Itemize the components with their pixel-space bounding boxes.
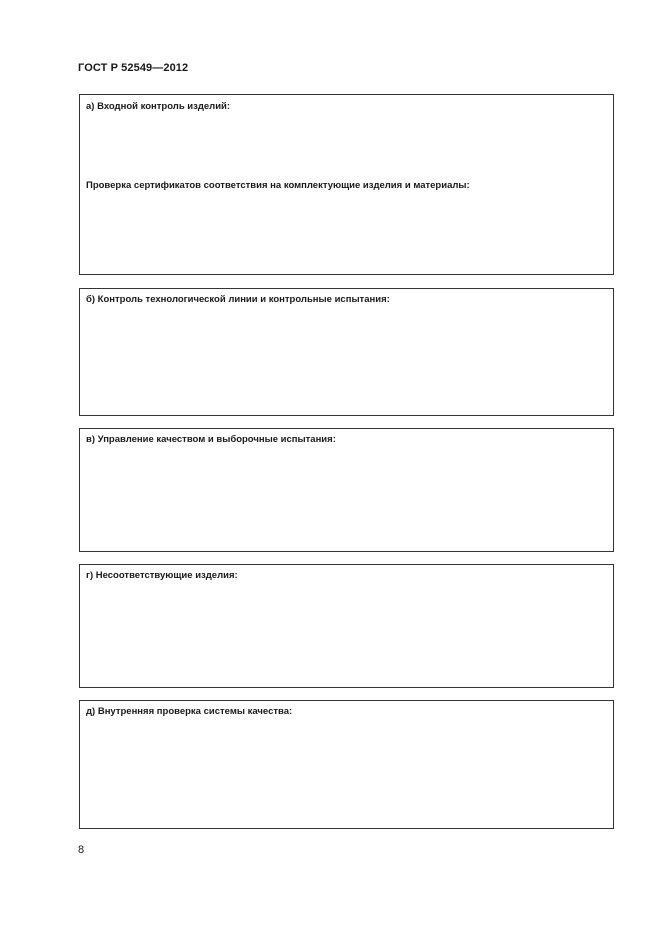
document-code: ГОСТ Р 52549—2012 [78, 62, 189, 74]
section-a-box [79, 94, 614, 275]
section-v-box [79, 428, 614, 552]
section-b-label: б) Контроль технологической линии и контрольные испытания: [86, 294, 390, 305]
page-number: 8 [78, 844, 85, 856]
section-b-box [79, 288, 614, 416]
section-a-label: а) Входной контроль изделий: [86, 101, 231, 112]
section-v-label: в) Управление качеством и выборочные испытания: [86, 434, 336, 445]
section-a-sublabel: Проверка сертификатов соответствия на комплектующие изделия и материалы: [86, 180, 470, 191]
section-g-box [79, 564, 614, 688]
section-d-box [79, 700, 614, 829]
section-d-label: д) Внутренняя проверка системы качества: [86, 706, 293, 717]
section-g-label: г) Несоответствующие изделия: [86, 570, 238, 581]
